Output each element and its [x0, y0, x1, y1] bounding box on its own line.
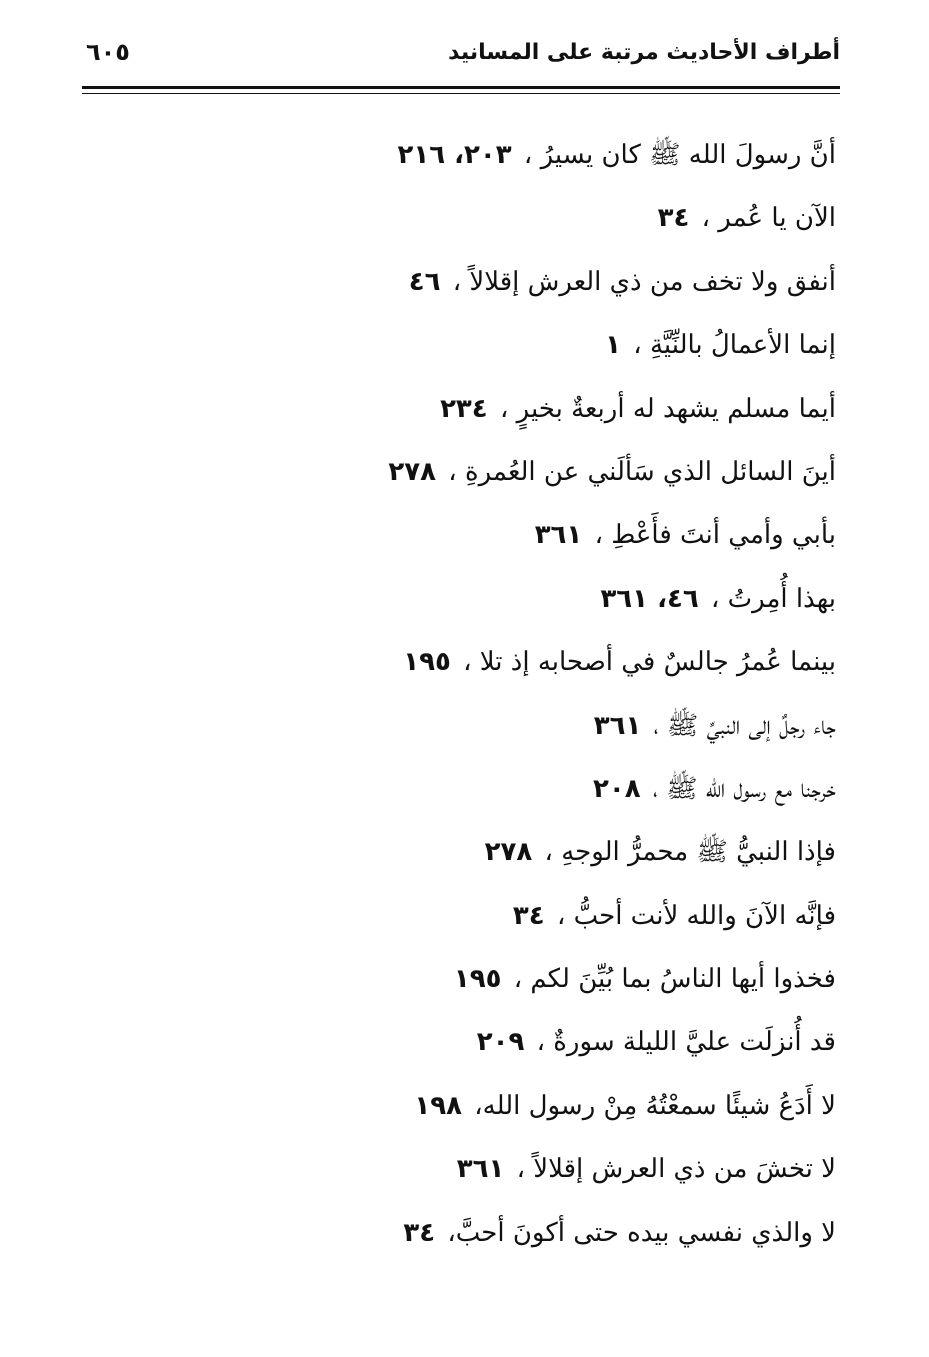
entry-text: فإنَّه الآنَ والله لأنت أحبُّ ، — [556, 900, 836, 931]
entry-refs: ٣٦١ — [593, 710, 642, 741]
index-entry — [276, 314, 836, 377]
entry-text: بأبي وأمي أنتَ فأَعْطِ ، — [594, 520, 836, 551]
entry-text: خرجنا مع رسول الله ﷺ ، — [652, 773, 836, 804]
entry-refs: ٢٠٣، ٢١٦ — [397, 140, 512, 170]
entry-text: أنَّ رسولَ الله ﷺ كان يسيرُ ، — [523, 140, 836, 170]
entry-text: فخذوا أيها الناسُ بما بُيِّنَ لكم ، — [513, 964, 836, 995]
index-entry — [276, 1011, 836, 1074]
index-entry — [276, 568, 836, 631]
index-entry — [276, 251, 836, 314]
entry-text: أينَ السائل الذي سَألَني عن العُمرةِ ، — [448, 456, 836, 487]
entry-refs: ١٩٥ — [403, 647, 451, 678]
running-title: أطراف الأحاديث مرتبة على المسانيد — [448, 40, 840, 65]
index-entry — [276, 885, 836, 948]
index-entry — [276, 695, 836, 758]
index-entry — [276, 1202, 836, 1265]
entry-refs: ٢٧٨ — [388, 456, 437, 487]
page-number: ٦٠٥ — [86, 38, 130, 66]
entry-text: بهذا أُمِرتُ ، — [711, 583, 836, 614]
entry-text: لا والذي نفسي بيده حتى أكونَ أحبَّ، — [447, 1217, 836, 1248]
entry-refs: ١ — [605, 330, 622, 361]
entry-text: أنفق ولا تخف من ذي العرش إقلالاً ، — [452, 266, 836, 297]
entry-refs: ١٩٥ — [453, 964, 502, 995]
index-entry — [276, 441, 836, 504]
index-entry — [276, 758, 836, 821]
header-rule-thin — [82, 93, 840, 94]
hadith-index-list — [276, 124, 836, 1265]
entry-text: إنما الأعمالُ بالنِّيَّةِ ، — [633, 330, 836, 361]
index-entry — [276, 187, 836, 250]
index-entry — [276, 1138, 836, 1201]
index-entry — [276, 504, 836, 567]
entry-text: بينما عُمرُ جالسٌ في أصحابه إذ تلا ، — [463, 647, 836, 678]
entry-text: جاء رجلٌ إلى النبيِّ ﷺ ، — [653, 710, 836, 741]
entry-refs: ٢٣٤ — [440, 393, 488, 424]
entry-text: لا أَدَعُ شيئًا سمعْتُهُ مِنْ رسول الله، — [474, 1090, 836, 1121]
index-entry — [276, 124, 836, 187]
entry-refs: ٤٦، ٣٦١ — [600, 583, 699, 614]
entry-refs: ٣٦١ — [534, 520, 583, 551]
index-entry — [276, 1075, 836, 1138]
index-entry — [276, 948, 836, 1011]
entry-refs: ٤٦ — [408, 266, 441, 297]
entry-text: قد أُنزلَت عليَّ الليلة سورةٌ ، — [536, 1027, 836, 1058]
entry-refs: ٣٤ — [403, 1217, 436, 1248]
index-entry — [276, 821, 836, 884]
index-entry — [276, 631, 836, 694]
header-rule-thick — [82, 86, 840, 89]
entry-refs: ٢٠٩ — [476, 1027, 525, 1058]
entry-refs: ١٩٨ — [414, 1090, 462, 1121]
entry-refs: ٣٦١ — [456, 1154, 505, 1185]
entry-refs: ٢٧٨ — [484, 837, 533, 868]
entry-text: فإذا النبيُّ ﷺ محمرُّ الوجهِ ، — [544, 837, 836, 868]
entry-text: لا تخشَ من ذي العرش إقلالاً ، — [516, 1154, 836, 1185]
index-entry — [276, 378, 836, 441]
entry-text: أيما مسلم يشهد له أربعةٌ بخيرٍ ، — [499, 393, 836, 424]
entry-text: الآن يا عُمر ، — [701, 203, 836, 234]
entry-refs: ٣٤ — [512, 900, 545, 931]
page-header — [82, 34, 840, 82]
entry-refs: ٣٤ — [657, 203, 690, 234]
entry-refs: ٢٠٨ — [592, 773, 641, 804]
